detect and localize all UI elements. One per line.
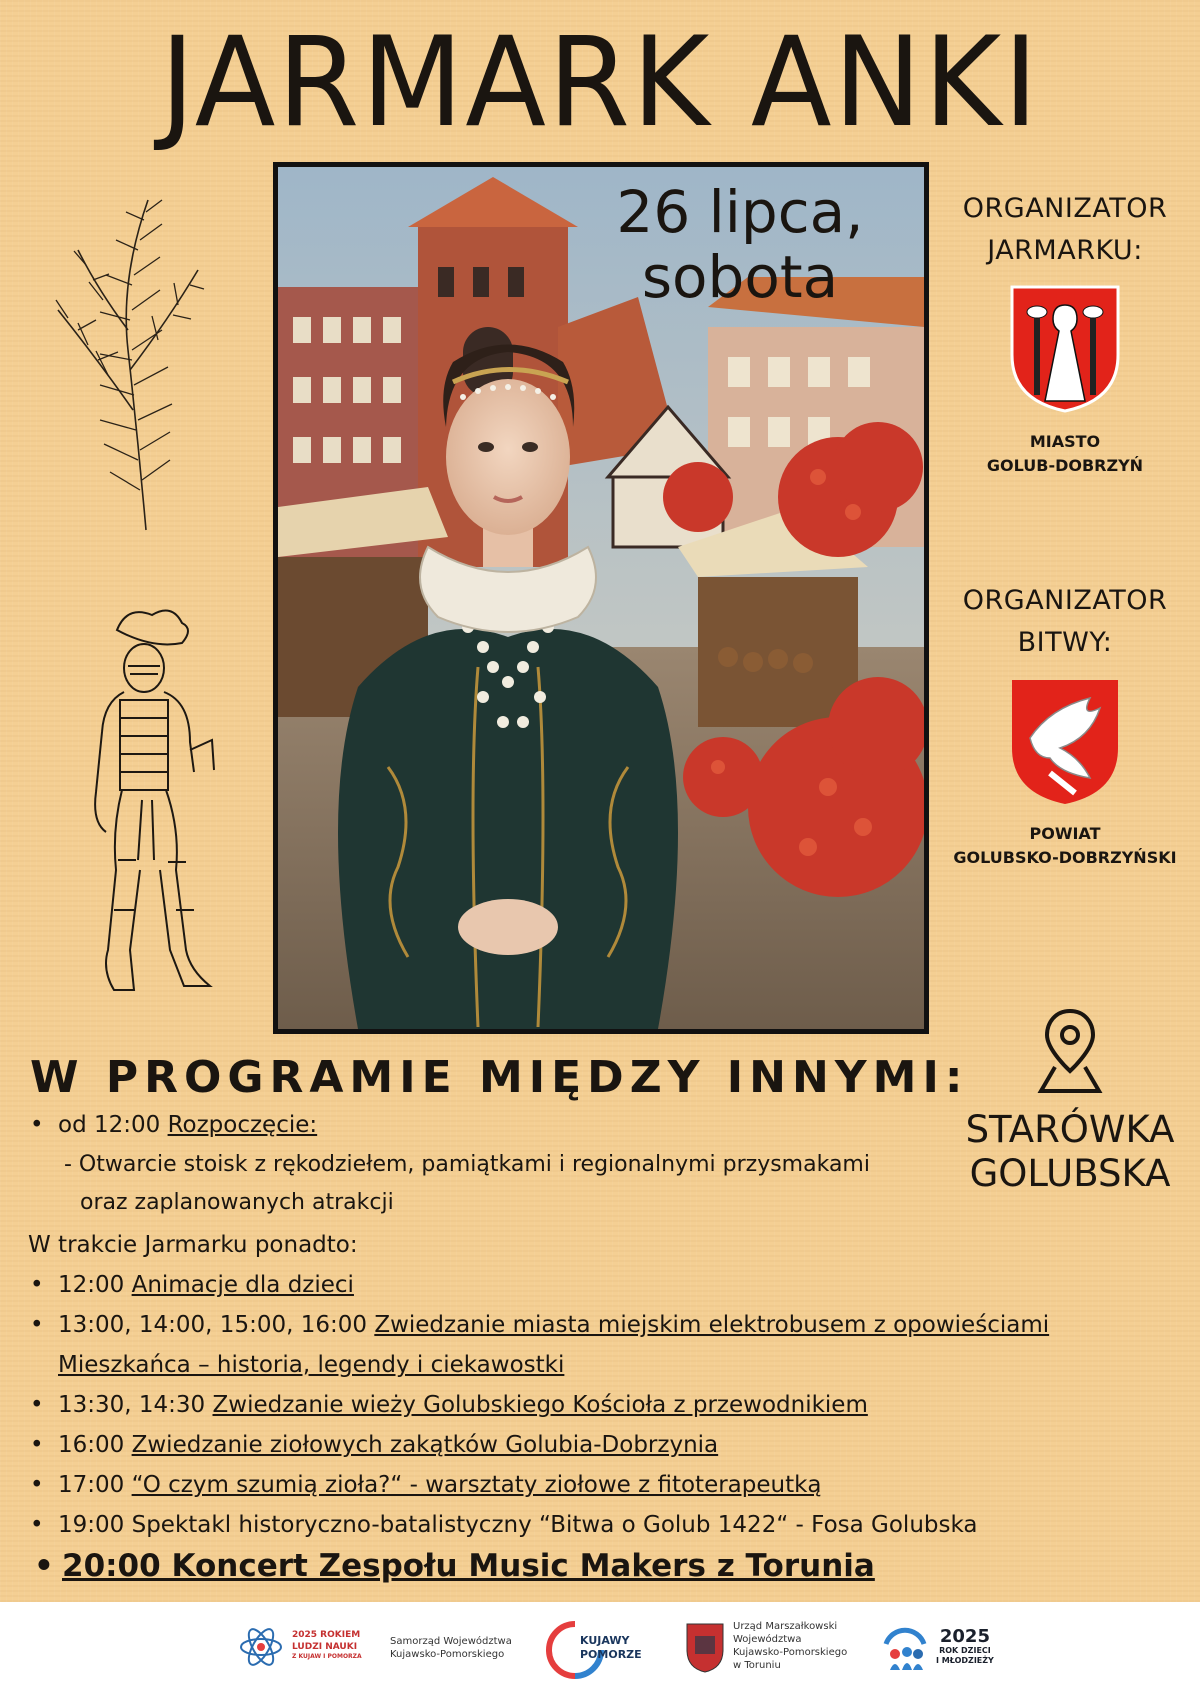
youth-year-logo-icon — [880, 1624, 930, 1674]
event-date-weekday: sobota — [641, 242, 839, 311]
footer-logos — [0, 1602, 1200, 1697]
logo-science — [292, 1630, 362, 1661]
event-date — [600, 180, 880, 310]
logo-science-line1: 2025 ROKIEM — [292, 1630, 361, 1640]
program-item-continuation — [58, 1352, 1058, 1380]
program-item — [58, 1312, 1058, 1340]
organizer-battle-name-line2: GOLUBSKO-DOBRZYŃSKI — [953, 848, 1177, 867]
program-item — [58, 1472, 1058, 1500]
organizer-battle-name — [945, 822, 1185, 870]
program-item — [58, 1432, 1058, 1460]
program-opening-title: Rozpoczęcie: — [167, 1112, 318, 1138]
program-opening-time: od 12:00 — [58, 1112, 161, 1138]
logo-samorzad-line2: Kujawsko-Pomorskiego — [390, 1649, 505, 1660]
program-item-title: Zwiedzanie ziołowych zakątków Golubia-Dobrzynia — [131, 1432, 719, 1458]
logo-urzad-line3: Kujawsko-Pomorskiego — [733, 1647, 848, 1658]
organizer-fair-name-line2: GOLUB-DOBRZYŃ — [986, 456, 1144, 475]
program-opening — [58, 1112, 1058, 1140]
program-item-time: 12:00 — [58, 1272, 125, 1298]
program-item-time: 16:00 — [58, 1432, 125, 1458]
logo-science-line2: LUDZI NAUKI — [292, 1641, 358, 1652]
logo-youth-line2: ROK DZIECI — [939, 1646, 991, 1655]
program-item-title: Zwiedzanie miasta miejskim elektrobusem z opowieściami — [374, 1312, 1050, 1338]
logo-science-line3: Z KUJAW I POMORZA — [292, 1653, 362, 1661]
logo-youth — [936, 1628, 994, 1667]
logo-kujawy — [580, 1634, 642, 1663]
program-highlight — [62, 1548, 1062, 1585]
powiat-crest-icon — [1010, 678, 1120, 806]
program-item-time: 13:00, 14:00, 15:00, 16:00 — [58, 1312, 367, 1338]
logo-samorzad — [390, 1635, 512, 1661]
program-item-title: “O czym szumią zioła?“ - warsztaty ziołowe z fitoterapeutką — [131, 1472, 822, 1498]
knight-illustration — [72, 600, 222, 1020]
program-opening-desc-2: oraz zaplanowanych atrakcji — [80, 1190, 394, 1215]
organizer-battle-name-line1: POWIAT — [1029, 824, 1101, 843]
urzad-crest-icon — [685, 1622, 725, 1674]
program-item-title: Animacje dla dzieci — [131, 1272, 354, 1298]
logo-youth-line3: I MŁODZIEŻY — [936, 1656, 994, 1666]
map-pin-icon — [1035, 1005, 1105, 1095]
logo-kujawy-line2: POMORZE — [580, 1648, 642, 1662]
program-highlight-text: • 20:00 Koncert Zespołu Music Makers z Torunia — [62, 1548, 875, 1584]
organizer-battle-label-line2: BITWY: — [1017, 626, 1113, 658]
program-item — [58, 1272, 1058, 1300]
organizer-battle-label — [955, 580, 1175, 664]
logo-youth-line1: 2025 — [939, 1626, 990, 1647]
program-item-title: Zwiedzanie wieży Golubskiego Kościoła z przewodnikiem — [212, 1392, 868, 1418]
program-opening-desc-1: - Otwarcie stoisk z rękodziełem, pamiątkami i regionalnymi przysmakami — [64, 1152, 870, 1177]
program-item-time: 19:00 — [58, 1512, 125, 1538]
organizer-fair-label-line2: JARMARKU: — [987, 234, 1143, 266]
logo-urzad-line4: w Toruniu — [733, 1660, 781, 1671]
atom-icon — [238, 1624, 284, 1670]
program-heading: W PROGRAMIE MIĘDZY INNYMI: — [30, 1052, 969, 1103]
program-item — [58, 1512, 1058, 1540]
program-item-time: 17:00 — [58, 1472, 125, 1498]
logo-urzad — [733, 1620, 847, 1672]
logo-urzad-line2: Województwa — [733, 1634, 802, 1645]
event-location-line1: STARÓWKA — [965, 1108, 1175, 1151]
program-item-time: 13:30, 14:30 — [58, 1392, 206, 1418]
program-item-title-continuation: Mieszkańca – historia, legendy i ciekawostki — [58, 1352, 565, 1378]
program-also-label: W trakcie Jarmarku ponadto: — [28, 1232, 358, 1258]
program-item-text: Spektakl historyczno-batalistyczny “Bitwa o Golub 1422“ - Fosa Golubska — [131, 1512, 978, 1538]
organizer-battle-label-line1: ORGANIZATOR — [962, 585, 1168, 616]
event-date-day: 26 lipca, — [616, 178, 864, 246]
organizer-fair-label-line1: ORGANIZATOR — [962, 193, 1168, 224]
program-item — [58, 1392, 1058, 1420]
event-location-line2: GOLUBSKA — [969, 1152, 1171, 1196]
program-opening-line — [58, 1112, 317, 1138]
rosemary-illustration — [28, 190, 218, 540]
logo-urzad-line1: Urząd Marszałkowski — [733, 1621, 838, 1632]
organizer-fair-label — [955, 188, 1175, 272]
organizer-fair-name-line1: MIASTO — [1029, 432, 1101, 451]
golub-dobrzyn-crest-icon — [1010, 285, 1120, 413]
logo-samorzad-line1: Samorząd Województwa — [390, 1636, 512, 1647]
organizer-fair-name — [945, 430, 1185, 478]
poster-title: JARMARK ANKI — [159, 9, 1041, 155]
logo-kujawy-line1: KUJAWY — [580, 1634, 630, 1647]
